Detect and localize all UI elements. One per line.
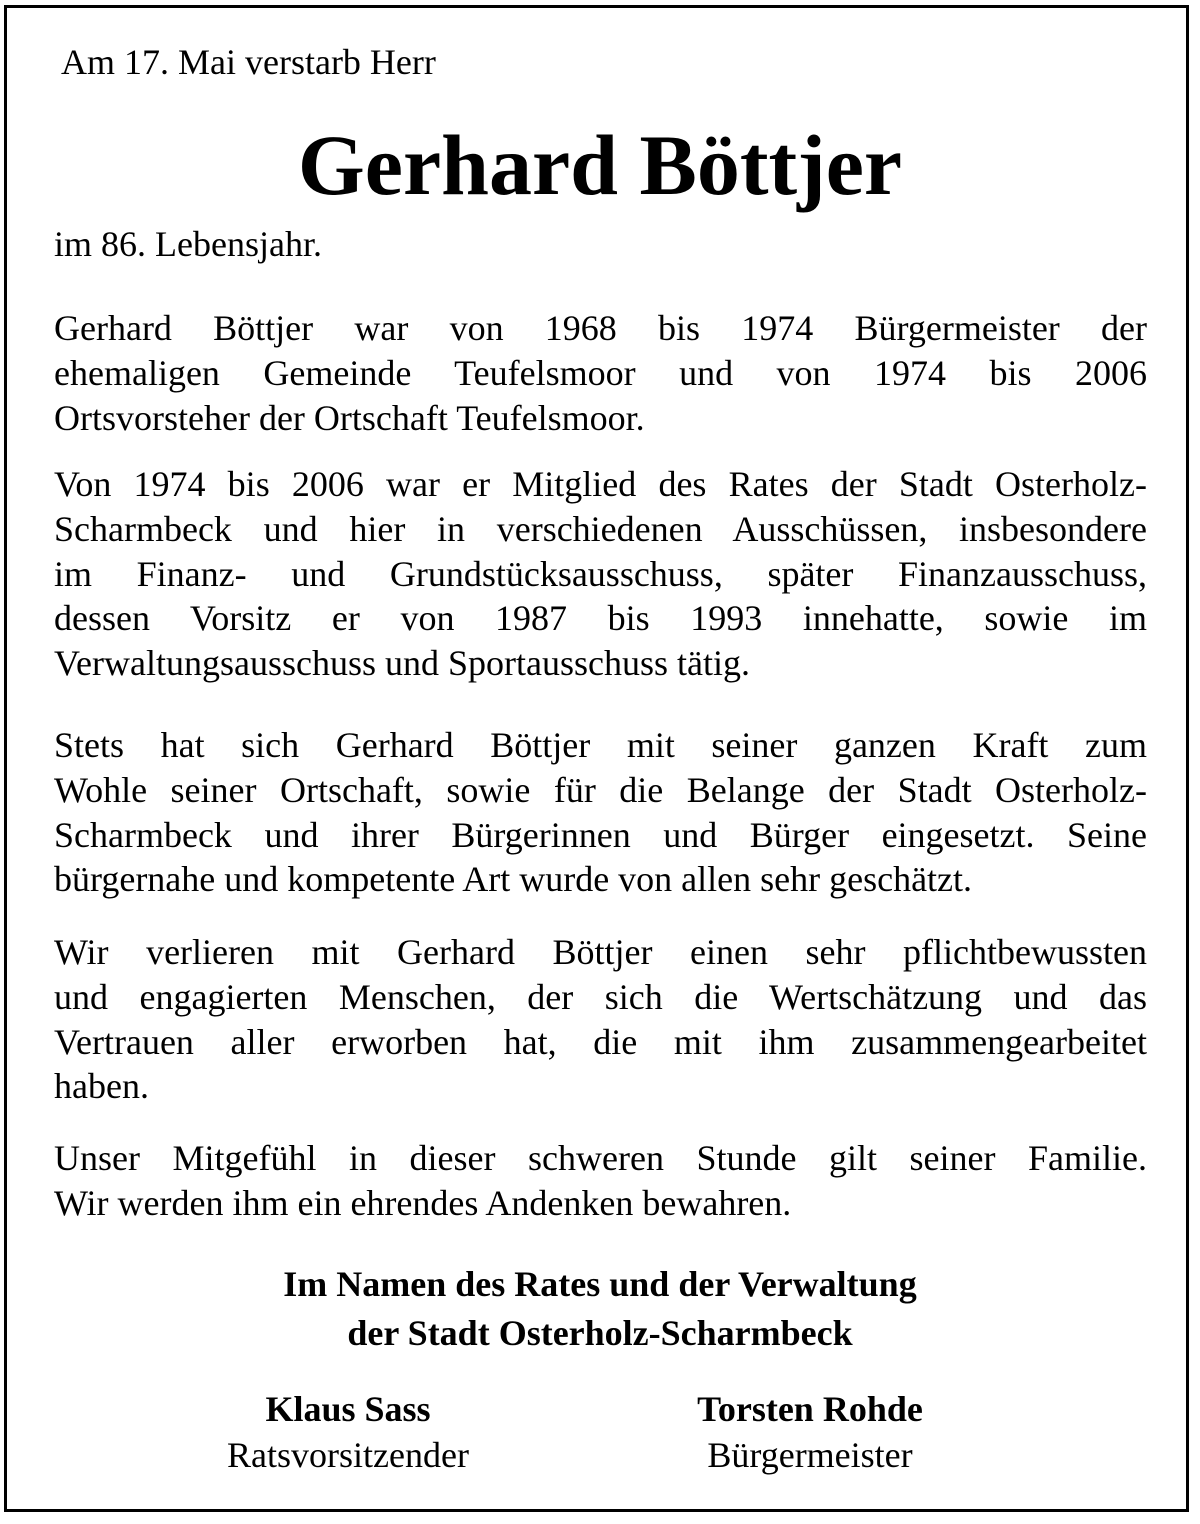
signer-title: Bürgermeister xyxy=(707,1435,913,1475)
text-line: Unser Mitgefühl in dieser schweren Stunde gilt seiner Familie. xyxy=(54,1138,1147,1178)
age-line: im 86. Lebensjahr. xyxy=(54,224,322,264)
text-line: Ortsvorsteher der Ortschaft Teufelsmoor. xyxy=(54,397,645,438)
paragraph-dedication xyxy=(54,723,1147,902)
signer-council-chair xyxy=(148,1386,548,1478)
text-line: Scharmbeck und ihrer Bürgerinnen und Bürger eingesetzt. Seine xyxy=(54,814,1147,855)
text-line: Stets hat sich Gerhard Böttjer mit seiner ganzen Kraft zum xyxy=(54,725,1147,765)
text-line: haben. xyxy=(54,1066,149,1107)
paragraph-condolence xyxy=(54,1136,1147,1226)
signature-heading-line1: Im Namen des Rates und der Verwaltung xyxy=(283,1264,917,1304)
text-line: Wohle seiner Ortschaft, sowie für die Belange der Stadt Osterholz- xyxy=(54,769,1147,810)
text-line: Von 1974 bis 2006 war er Mitglied des Rates der Stadt Osterholz- xyxy=(54,464,1147,504)
text-line: Wir werden ihm ein ehrendes Andenken bewahren. xyxy=(54,1182,792,1223)
signer-name: Torsten Rohde xyxy=(697,1389,923,1429)
text-line: im Finanz- und Grundstücksausschuss, später Finanzausschuss, xyxy=(54,553,1147,594)
text-line: Wir verlieren mit Gerhard Böttjer einen sehr pflichtbewussten xyxy=(54,932,1147,972)
intro-line: Am 17. Mai verstarb Herr xyxy=(61,42,436,82)
text-line: und engagierten Menschen, der sich die Wertschätzung und das xyxy=(54,976,1147,1017)
text-line: dessen Vorsitz er von 1987 bis 1993 innehatte, sowie im xyxy=(54,598,1147,639)
text-line: bürgernahe und kompetente Art wurde von allen sehr geschätzt. xyxy=(54,859,973,900)
text-line: Verwaltungsausschuss und Sportausschuss tätig. xyxy=(54,643,750,684)
signer-name: Klaus Sass xyxy=(265,1389,431,1429)
paragraph-council-membership xyxy=(54,462,1147,686)
text-line: Vertrauen aller erworben hat, die mit ihm zusammengearbeitet xyxy=(54,1021,1147,1062)
signer-title: Ratsvorsitzender xyxy=(227,1435,469,1475)
paragraph-loss xyxy=(54,930,1147,1109)
signer-mayor xyxy=(610,1386,1010,1478)
text-line: ehemaligen Gemeinde Teufelsmoor und von 1974 bis 2006 xyxy=(54,352,1147,393)
deceased-name: Gerhard Böttjer xyxy=(297,117,903,213)
text-line: Scharmbeck und hier in verschiedenen Ausschüssen, insbesondere xyxy=(54,508,1147,549)
text-line: Gerhard Böttjer war von 1968 bis 1974 Bürgermeister der xyxy=(54,308,1147,348)
paragraph-career-mayor xyxy=(54,306,1147,440)
signature-heading-line2: der Stadt Osterholz-Scharmbeck xyxy=(347,1313,853,1353)
